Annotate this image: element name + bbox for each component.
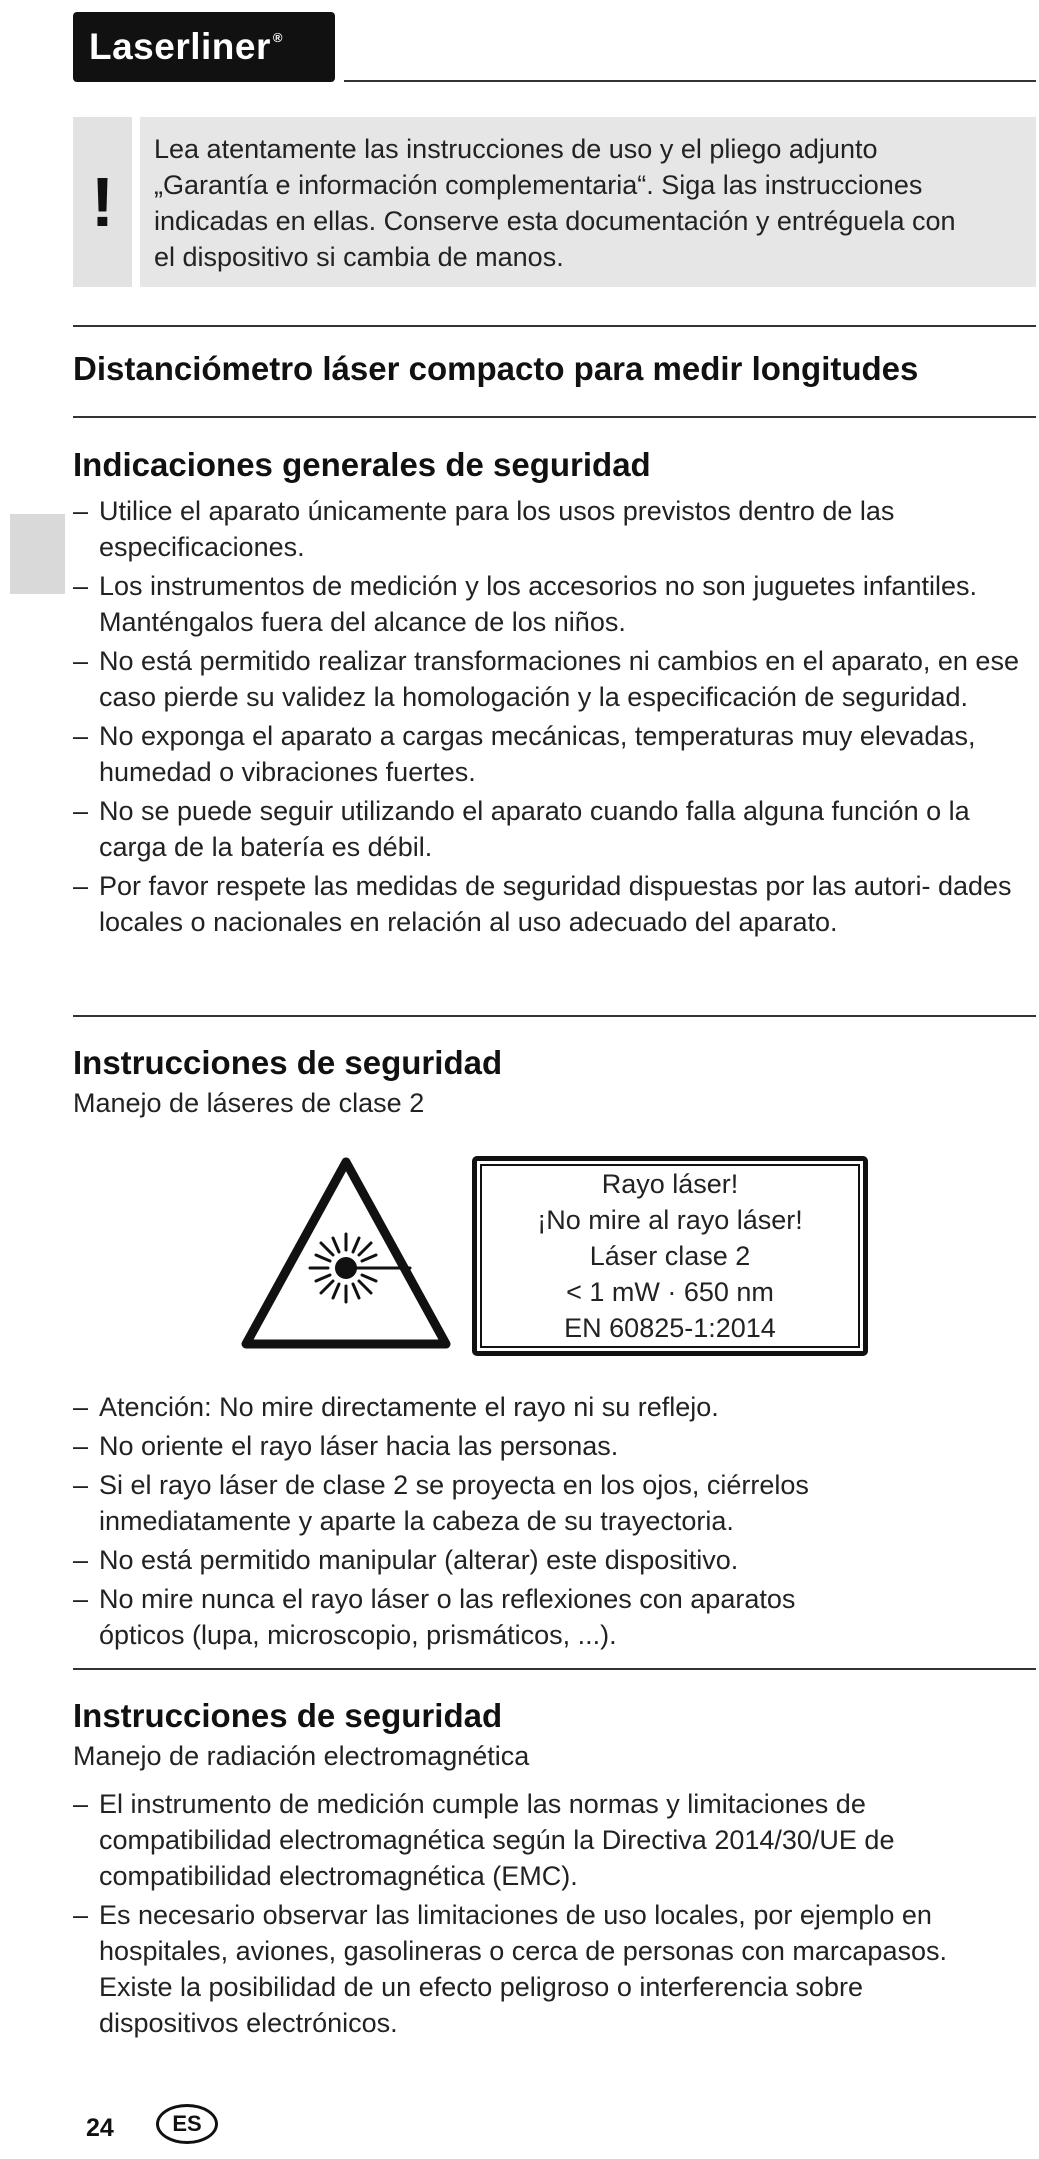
- list-item: – No se puede seguir utilizando el aparato cuando falla alguna función o la carga de la batería es débil.: [73, 793, 1036, 865]
- emc-safety-subtitle: Manejo de radiación electromagnética: [73, 1741, 530, 1771]
- notice-line: Lea atentamente las instrucciones de uso y el pliego adjunto: [154, 134, 878, 164]
- brand-name: Laserliner: [89, 26, 271, 67]
- sign-line: EN 60825-1:2014: [564, 1313, 776, 1343]
- header-rule: [344, 80, 1036, 82]
- general-safety-list: [73, 493, 1036, 943]
- list-item: – No está permitido manipular (alterar) este dispositivo.: [73, 1542, 853, 1578]
- list-item: – No mire nunca el rayo láser o las reflexiones con aparatos ópticos (lupa, microscopio, prismáticos, ...).: [73, 1581, 853, 1653]
- emc-safety-list: [73, 1786, 993, 2044]
- notice-line: el dispositivo si cambia de manos.: [154, 242, 564, 272]
- list-item: – Los instrumentos de medición y los accesorios no son juguetes infantiles. Manténgalos fuera del alcance de los niños.: [73, 568, 1036, 640]
- laserliner-logo: [73, 12, 335, 82]
- sign-line: ¡No mire al rayo láser!: [537, 1205, 803, 1235]
- list-item: – El instrumento de medición cumple las normas y limitaciones de compatibilidad electromagnética según la Directiva 2014/30/UE de compatibilidad electromagnética (EMC).: [73, 1786, 993, 1894]
- list-item: – Si el rayo láser de clase 2 se proyecta en los ojos, ciérrelos inmediatamente y aparte la cabeza de su trayectoria.: [73, 1467, 853, 1539]
- sign-line: Rayo láser!: [601, 1169, 739, 1199]
- section-rule: [73, 1015, 1036, 1017]
- laser-safety-list: [73, 1389, 853, 1656]
- page-number: 24: [86, 2114, 114, 2142]
- notice-box: [140, 117, 1036, 287]
- list-item: – Atención: No mire directamente el rayo ni su reflejo.: [73, 1389, 853, 1425]
- list-item: – Utilice el aparato únicamente para los usos previstos dentro de las especificaciones.: [73, 493, 1036, 565]
- section-rule: [73, 1668, 1036, 1670]
- side-tab-marker: [10, 514, 65, 594]
- section-rule: [73, 325, 1036, 327]
- product-title: Distanciómetro láser compacto para medir longitudes: [73, 350, 919, 387]
- notice-line: indicadas en ellas. Conserve esta documentación y entréguela con: [154, 206, 956, 236]
- general-safety-title: Indicaciones generales de seguridad: [73, 446, 651, 483]
- notice-line: „Garantía e información complementaria“. Siga las instrucciones: [154, 170, 923, 200]
- list-item: – Es necesario observar las limitaciones de uso locales, por ejemplo en hospitales, aviones, gasolineras o cerca de personas con marcapasos. Existe la posibilidad de un efecto peligroso o interferencia sobre dispositivos electrónicos.: [73, 1897, 993, 2041]
- sign-line: Láser clase 2: [589, 1241, 751, 1271]
- list-item: – No exponga el aparato a cargas mecánicas, temperaturas muy elevadas, humedad o vibraciones fuertes.: [73, 718, 1036, 790]
- laser-class-sign: [472, 1156, 868, 1356]
- list-item: – Por favor respete las medidas de seguridad dispuestas por las autori- dades locales o nacionales en relación al uso adecuado del aparato.: [73, 868, 1036, 940]
- list-item: – No está permitido realizar transformaciones ni cambios en el aparato, en ese caso pierde su validez la homologación y la especificación de seguridad.: [73, 643, 1036, 715]
- laser-safety-subtitle: Manejo de láseres de clase 2: [73, 1088, 425, 1118]
- language-badge: ES: [156, 2104, 218, 2144]
- list-item: – No oriente el rayo láser hacia las personas.: [73, 1428, 853, 1464]
- exclamation-icon: !: [73, 117, 132, 287]
- sign-line: < 1 mW · 650 nm: [566, 1277, 774, 1307]
- section-rule: [73, 416, 1036, 418]
- emc-safety-title: Instrucciones de seguridad: [73, 1697, 503, 1734]
- laser-warning-icon: [240, 1156, 452, 1352]
- registered-mark: ®: [272, 29, 283, 45]
- laser-safety-title: Instrucciones de seguridad: [73, 1044, 503, 1081]
